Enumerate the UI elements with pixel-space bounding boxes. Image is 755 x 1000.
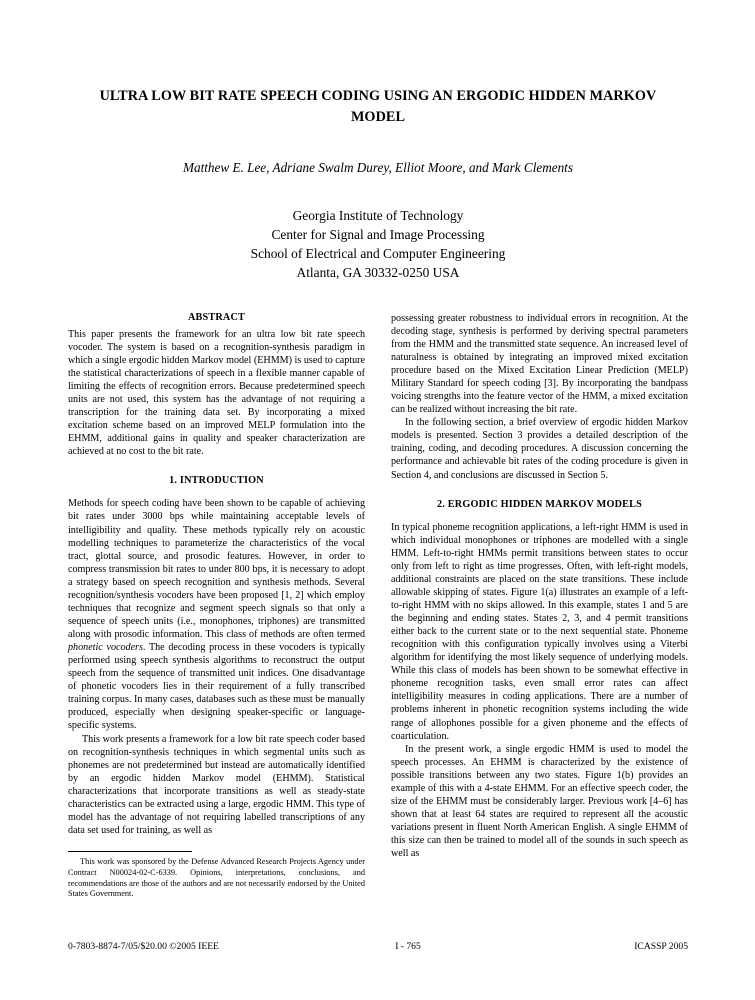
- footer-conference: ICASSP 2005: [634, 941, 688, 952]
- affiliation-line-center: Center for Signal and Image Processing: [271, 226, 485, 242]
- section2-paragraph-1: In typical phoneme recognition applications, a left-right HMM is used in which individual monophones or triphones are modelled with a single HMM. Left-to-right HMMs permit transitions between states to occur only from left to right as time progresses. Often, with left-right models, additional constraints are placed on the state transitions. These include allowable skipping of states. Figure 1(a) illustrates an example of a left-to-right HMM with no skips allowed. In this example, states 1 and 5 are the beginning and ending states. States 2, 3, and 4 permit transitions either back to the current state or to the next sequential state. Phoneme recognition with this configuration typically involves using a Viterbi algorithm for identifying the most likely sequence of underlying models. While this class of models has been shown to be somewhat effective in phoneme recognition tasks, even small error rates can affect intelligibility measures in coding applications. There are a number of problems inherent in phonetic recognition systems including the wide range of allophones possible for a given phoneme and the effects of coarticulation.: [391, 521, 688, 742]
- affiliation-block: [68, 206, 688, 282]
- footnote-rule: [68, 851, 192, 852]
- section-heading-ehmm: 2. ERGODIC HIDDEN MARKOV MODELS: [437, 498, 642, 510]
- page-title: ULTRA LOW BIT RATE SPEECH CODING USING AN ERGODIC HIDDEN MARKOV MODEL: [99, 88, 657, 125]
- footnote-text: This work was sponsored by the Defense Advanced Research Projects Agency under Contract N00024-02-C-6339. Opinions, interpretations, conclusions, and recommendations are those of the authors and are not necessarily endorsed by the United States Government.: [68, 857, 365, 899]
- intro-paragraph-1: [68, 497, 365, 732]
- affiliation-line-address: Atlanta, GA 30332-0250 USA: [296, 264, 460, 280]
- left-column: [68, 312, 365, 900]
- affiliation-line-institution: Georgia Institute of Technology: [292, 207, 464, 223]
- section2-paragraph-2: In the present work, a single ergodic HMM is used to model the speech processes. An EHMM is characterized by the existence of possible transitions between any two states. Figure 1(b) provides an example of this with a 4-state EHMM. For an effective speech coder, the size of the EHMM must be considerably larger. Previous work [4–6] has shown that at least 64 states are required to represent all the acoustic variations present in fluent North American English. A single EHMM of this size can then be trained to model all of the sounds in such speech as well as: [391, 743, 688, 860]
- intro-paragraph-1-part1: Methods for speech coding have been shown to be capable of achieving bit rates under 3000 bps while maintaining acceptable levels of intelligibility and quality. These methods typically rely on acoustic modelling techniques to parameterize the characteristics of the vocal tract, glottal source, and prosodic features. However, in order to compress transmission bit rates to under 800 bps, it is necessary to adopt a strategy based on speech recognition and synthesis methods. Several recognition/synthesis vocoders have been proposed [1, 2] which employ techniques that recognize and segment speech signals so that only a sequence of speech units (i.e., monophones, triphones) are transmitted along with prosodic information. This class of methods are often termed: [68, 498, 365, 641]
- two-column-body: [68, 312, 688, 900]
- intro-paragraph-1-part2: . The decoding process in these vocoders is typically performed using speech synthesis algorithms to reconstruct the output speech from the sequence of transmitted unit indices. One disadvantage of phonetic vocoders lies in their requirement of a fully transcribed training corpus. In many cases, databases such as these must be manually produced, especially when designing speaker-specific or language-specific systems.: [68, 642, 365, 732]
- section-heading-introduction: 1. INTRODUCTION: [169, 475, 264, 487]
- page-footer: [68, 941, 688, 952]
- intro-paragraph-3: possessing greater robustness to individual errors in recognition. At the decoding stage, synthesis is performed by deriving spectral parameters from the HMM and the transmitted state sequence. An increased level of naturalness is obtained by integrating an improved mixed excitation procedure based on the Mixed Excitation Linear Prediction (MELP) Military Standard for speech coding [3]. By incorporating the bandpass voicing strengths into the feature vector of the HMM, a mixed excitation can be realized without increasing the bit rate.: [391, 312, 688, 416]
- author-list: Matthew E. Lee, Adriane Swalm Durey, Elliot Moore, and Mark Clements: [183, 160, 573, 176]
- affiliation-line-school: School of Electrical and Computer Engineering: [250, 245, 506, 261]
- abstract-text: This paper presents the framework for an ultra low bit rate speech vocoder. The system is based on a recognition-synthesis paradigm in which a single ergodic hidden Markov model (EHMM) is used to capture the statistical characterizations of speech in a flexible manner capable of limiting the effects of recognition errors. Because predetermined speech units are not used, this system has the advantage of not requiring a transcription for the training data set. By incorporating a mixed excitation scheme based on an improved MELP formulation into the EHMM, additional gains in quality and speaker characterization are achieved at no cost to the bit rate.: [68, 328, 365, 458]
- page-content: [68, 0, 688, 900]
- footnote-block: [68, 846, 365, 900]
- intro-paragraph-2: This work presents a framework for a low bit rate speech coder based on recognition-synthesis techniques in which segmental units such as phonemes are not predetermined but instead are automatically identified by an ergodic hidden Markov model (EHMM). Statistical characterizations that incorporate transitions as well as steady-state characteristics can be extracted using a large, ergodic HMM. This type of model has the advantage of not requiring labelled transcriptions of any data set used for training, as well as: [68, 733, 365, 836]
- right-column: [391, 312, 688, 860]
- footer-copyright: 0-7803-8874-7/05/$20.00 ©2005 IEEE: [68, 941, 219, 952]
- intro-paragraph-4: In the following section, a brief overview of ergodic hidden Markov models is presented. Section 3 provides a detailed description of the training, coding, and decoding procedures. A discussion concerning the performance and achievable bit rates of the coding procedure is given in Section 4, and conclusions are discussed in Section 5.: [391, 417, 688, 481]
- phonetic-vocoders-italic: phonetic vocoders: [68, 642, 143, 654]
- title-block: [68, 0, 688, 282]
- footer-page-number: I - 765: [395, 941, 421, 952]
- abstract-heading: ABSTRACT: [187, 311, 246, 323]
